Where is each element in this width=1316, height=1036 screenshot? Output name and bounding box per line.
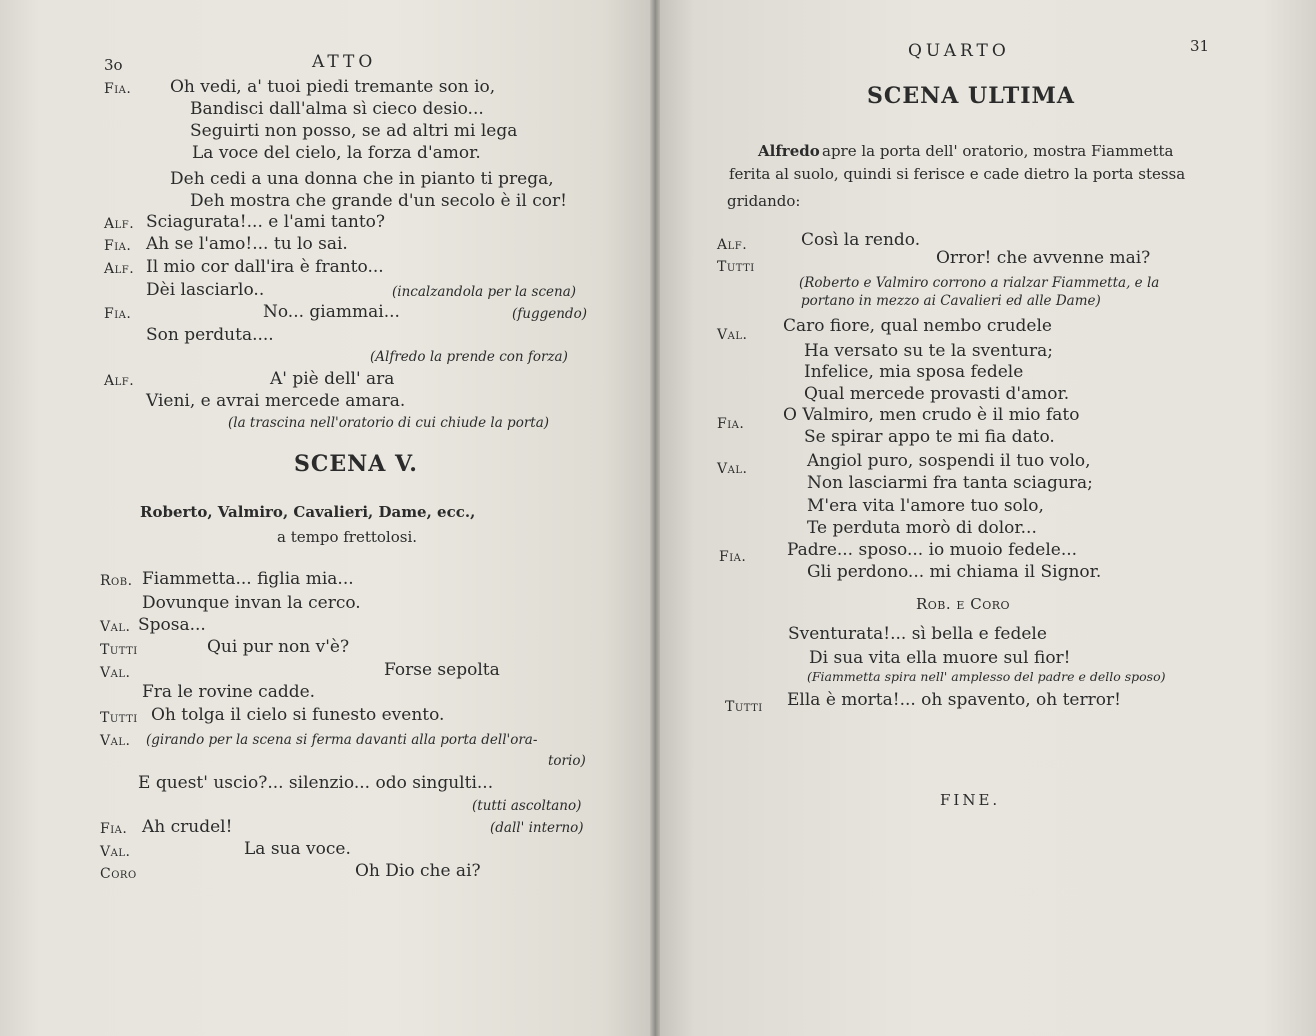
verse-line: Ah se l'amo!... tu lo sai. xyxy=(146,234,348,254)
speaker: Tutti xyxy=(100,710,138,726)
stage-direction: (incalzandola per la scena) xyxy=(392,284,577,300)
left-page xyxy=(0,0,655,1036)
verse-line: Oh tolga il cielo si funesto evento. xyxy=(151,705,445,725)
intro-name: Alfredo xyxy=(758,142,820,160)
stage-direction: (girando per la scena si ferma davanti alla porta dell'ora- xyxy=(146,732,538,748)
verse-line: Te perduta morò di dolor... xyxy=(807,518,1037,538)
speaker: Alf. xyxy=(717,237,748,253)
speaker: Alf. xyxy=(104,373,135,389)
verse-line: Deh cedi a una donna che in pianto ti prega, xyxy=(170,169,554,189)
speaker: Val. xyxy=(100,844,131,860)
intro-text: apre la porta dell' oratorio, mostra Fiammetta xyxy=(822,142,1174,160)
verse-line: Gli perdono... mi chiama il Signor. xyxy=(807,562,1102,582)
verse-line: Infelice, mia sposa fedele xyxy=(804,362,1024,382)
stage-direction: (la trascina nell'oratorio di cui chiude la porta) xyxy=(228,415,550,431)
book-gutter xyxy=(650,0,660,1036)
stage-direction: (Roberto e Valmiro corrono a rialzar Fiammetta, e la xyxy=(799,275,1160,291)
verse-line: Fiammetta... figlia mia... xyxy=(142,569,354,589)
verse-line: La sua voce. xyxy=(244,839,351,859)
verse-line: Qual mercede provasti d'amor. xyxy=(804,384,1070,404)
speaker: Tutti xyxy=(725,699,763,715)
speaker: Val. xyxy=(717,327,748,343)
verse-line: Ah crudel! xyxy=(142,817,233,837)
intro-text: ferita al suolo, quindi si ferisce e cade dietro la porta stessa xyxy=(729,165,1186,183)
right-page xyxy=(655,0,1316,1036)
verse-line: Qui pur non v'è? xyxy=(207,637,350,657)
verse-line: Così la rendo. xyxy=(801,230,921,250)
verse-line: Non lasciarmi fra tanta sciagura; xyxy=(807,473,1093,493)
page-number-right: 31 xyxy=(1190,37,1210,55)
speaker: Fia. xyxy=(104,81,132,97)
speaker: Rob. xyxy=(100,573,133,589)
stage-direction: torio) xyxy=(548,753,586,769)
verse-line: Sciagurata!... e l'ami tanto? xyxy=(146,212,386,232)
verse-line: Deh mostra che grande d'un secolo è il cor! xyxy=(190,191,567,211)
speaker: Tutti xyxy=(100,642,138,658)
verse-line: Bandisci dall'alma sì cieco desio... xyxy=(190,99,484,119)
stage-direction: (fuggendo) xyxy=(512,306,587,322)
speaker: Fia. xyxy=(719,549,747,565)
stage-direction: (Alfredo la prende con forza) xyxy=(370,349,568,365)
fine-label: FINE. xyxy=(940,791,1001,809)
scene-title-ultima: SCENA ULTIMA xyxy=(867,83,1075,109)
speaker: Tutti xyxy=(717,259,755,275)
speaker: Coro xyxy=(100,866,137,882)
verse-line: A' piè dell' ara xyxy=(270,369,395,389)
speaker: Val. xyxy=(717,461,748,477)
speaker: Fia. xyxy=(104,238,132,254)
verse-line: E quest' uscio?... silenzio... odo singulti... xyxy=(138,773,494,793)
speaker: Val. xyxy=(100,665,131,681)
verse-line: Il mio cor dall'ira è franto... xyxy=(146,257,384,277)
verse-line: Son perduta.... xyxy=(146,325,274,345)
verse-line: Caro fiore, qual nembo crudele xyxy=(783,316,1052,336)
scene-title-v: SCENA V. xyxy=(294,451,418,477)
speaker: Alf. xyxy=(104,216,135,232)
speaker: Fia. xyxy=(100,821,128,837)
intro-text: gridando: xyxy=(727,192,801,210)
stage-direction: (Fiammetta spira nell' amplesso del padre e dello sposo) xyxy=(807,669,1166,684)
verse-line: Sventurata!... sì bella e fedele xyxy=(788,624,1047,644)
verse-line: M'era vita l'amore tuo solo, xyxy=(807,496,1044,516)
stage-direction: (dall' interno) xyxy=(490,820,584,836)
verse-line: Fra le rovine cadde. xyxy=(142,682,316,702)
verse-line: Sposa... xyxy=(138,615,206,635)
verse-line: Di sua vita ella muore sul fior! xyxy=(809,648,1071,668)
speaker: Val. xyxy=(100,733,131,749)
verse-line: Se spirar appo te mi fia dato. xyxy=(804,427,1055,447)
scene-characters: Roberto, Valmiro, Cavalieri, Dame, ecc., xyxy=(140,503,476,521)
verse-line: Seguirti non posso, se ad altri mi lega xyxy=(190,121,518,141)
speaker: Fia. xyxy=(717,416,745,432)
speaker: Alf. xyxy=(104,261,135,277)
verse-line: O Valmiro, men crudo è il mio fato xyxy=(783,405,1080,425)
verse-line: Ella è morta!... oh spavento, oh terror! xyxy=(787,690,1121,710)
verse-line: Dèi lasciarlo.. xyxy=(146,280,265,300)
running-header-left: ATTO xyxy=(312,52,377,72)
page-number-left: 3o xyxy=(104,56,123,74)
verse-line: La voce del cielo, la forza d'amor. xyxy=(192,143,481,163)
speaker: Val. xyxy=(100,619,131,635)
verse-line: Ha versato su te la sventura; xyxy=(804,341,1053,361)
verse-line: Angiol puro, sospendi il tuo volo, xyxy=(807,451,1091,471)
running-header-right: QUARTO xyxy=(908,41,1010,61)
speaker: Fia. xyxy=(104,306,132,322)
scene-manner: a tempo frettolosi. xyxy=(277,528,418,546)
stage-direction: (tutti ascoltano) xyxy=(472,798,582,814)
verse-line: No... giammai... xyxy=(263,302,400,322)
verse-line: Padre... sposo... io muoio fedele... xyxy=(787,540,1078,560)
chorus-label: Rob. e Coro xyxy=(916,595,1011,613)
verse-line: Forse sepolta xyxy=(384,660,500,680)
verse-line: Orror! che avvenne mai? xyxy=(936,248,1151,268)
verse-line: Dovunque invan la cerco. xyxy=(142,593,361,613)
stage-direction: portano in mezzo ai Cavalieri ed alle Dame) xyxy=(801,293,1101,309)
verse-line: Vieni, e avrai mercede amara. xyxy=(146,391,406,411)
verse-line: Oh Dio che ai? xyxy=(355,861,481,881)
verse-line: Oh vedi, a' tuoi piedi tremante son io, xyxy=(170,77,496,97)
